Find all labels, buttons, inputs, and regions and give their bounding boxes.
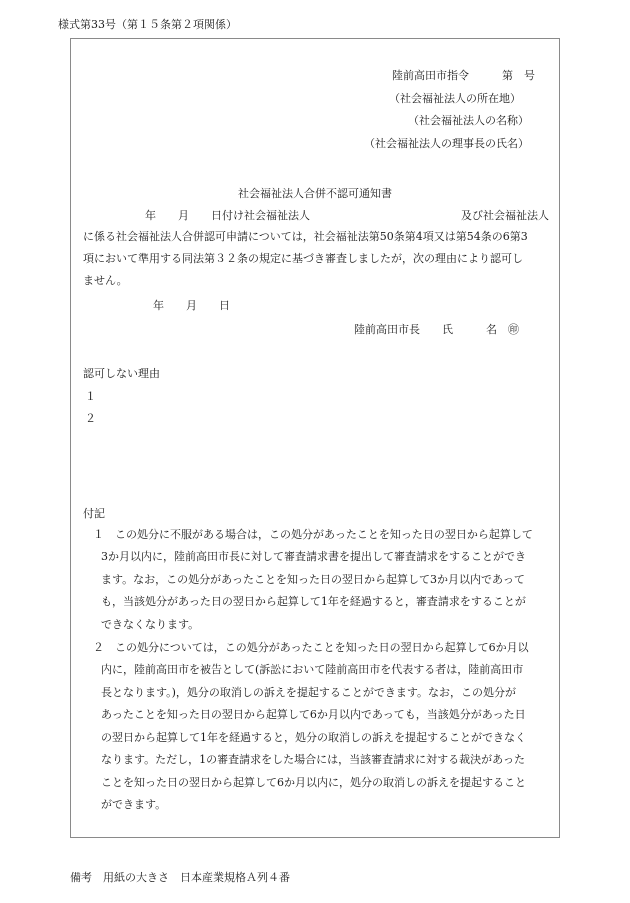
document-frame (70, 38, 560, 838)
note-2-line-6: なります。ただし，1の審査請求をした場合には，当該審査請求に対する裁決があった (101, 753, 526, 766)
body-line-3: 項において準用する同法第３２条の規定に基づき審査しましたが，次の理由により認可し (83, 252, 523, 265)
note-1-line-4: も，当該処分があった日の翌日から起算して1年を経過すると，審査請求をすることが (101, 595, 526, 608)
body-line-2: に係る社会福祉法人合併認可申請については，社会福祉法第50条第4項又は第54条の6第3 (83, 230, 528, 243)
note-1-line-5: できなくなります。 (101, 618, 200, 631)
corporation-chairperson: （社会福祉法人の理事長の氏名） (364, 137, 529, 150)
note-1-line-2: 3か月以内に，陸前高田市長に対して審査請求書を提出して審査請求をすることができ (101, 550, 526, 563)
note-2-line-4: あったことを知った日の翌日から起算して6か月以内であっても，当該処分があった日 (101, 708, 526, 721)
corporation-address: （社会福祉法人の所在地） (389, 92, 521, 105)
body-line-1-a: 年 月 日付け社会福祉法人 (145, 209, 310, 222)
note-2-line-2: 内に，陸前高田市を被告として(訴訟において陸前高田市を代表する者は，陸前高田市 (101, 663, 524, 676)
corporation-name: （社会福祉法人の名称） (408, 114, 529, 127)
note-1-line-3: ます。なお，この処分があったことを知った日の翌日から起算して3か月以内であって (101, 573, 525, 586)
reasons-heading: 認可しない理由 (83, 367, 160, 380)
issue-date: 年 月 日 (153, 299, 230, 312)
document-title: 社会福祉法人合併不認可通知書 (238, 187, 392, 200)
form-number-label: 様式第33号（第１５条第２項関係） (58, 18, 237, 31)
footer-remark: 備考 用紙の大きさ 日本産業規格Ａ列４番 (70, 871, 290, 884)
notes-heading: 付記 (83, 507, 105, 520)
directive-number: 陸前高田市指令 第 号 (392, 69, 535, 82)
note-2-line-1: ２ この処分については，この処分があったことを知った日の翌日から起算して6か月以 (93, 641, 529, 654)
mayor-signature: 陸前高田市長 氏 名 ㊞ (354, 323, 519, 336)
note-2-line-8: ができます。 (101, 798, 167, 811)
note-1-line-1: １ この処分に不服がある場合は，この処分があったことを知った日の翌日から起算して (93, 528, 533, 541)
note-2-line-5: の翌日から起算して1年を経過すると，処分の取消しの訴えを提起することができなく (101, 731, 526, 744)
reason-item-2: ２ (85, 412, 96, 425)
reason-item-1: １ (85, 390, 96, 403)
note-2-line-3: 長となります。)，処分の取消しの訴えを提起することができます。なお，この処分が (101, 686, 517, 699)
body-line-4: ません。 (83, 274, 128, 287)
body-line-1-b: 及び社会福祉法人 (461, 209, 549, 222)
note-2-line-7: ことを知った日の翌日から起算して6か月以内に，処分の取消しの訴えを提起すること (101, 776, 526, 789)
